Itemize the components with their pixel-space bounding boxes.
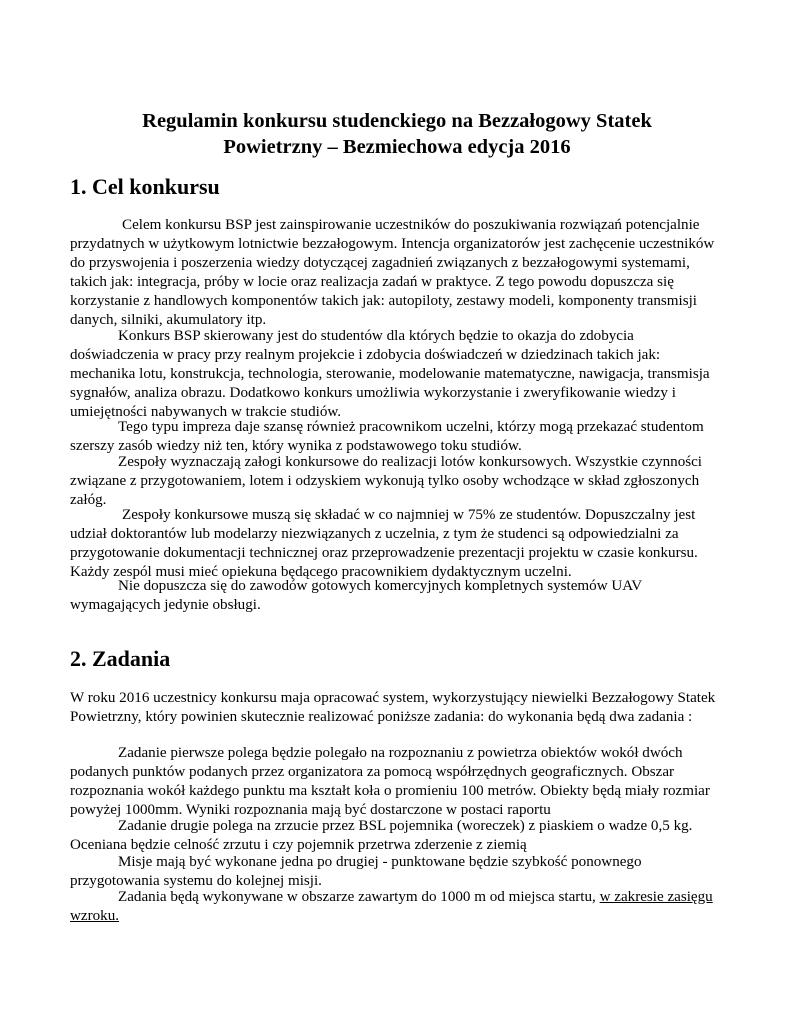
section1-paragraph-2: Konkurs BSP skierowany jest do studentów dla których będzie to okazja do zdobycia doświadczenia w pracy przy realnym projekcie i zdobycia doświadczeń w dziedzinach takich jak: mechanika lotu, konstrukcja, technologia, sterowanie, modelowanie matematyczne, nawigacja, transmisja sygnałów, analiza obrazu. Dodatkowo konkurs umożliwia wykorzystanie i zweryfikowanie wiedzy i umiejętności nabywanych w trakcie studiów.	[70, 328, 710, 420]
section2-paragraph-2: Zadanie pierwsze polega będzie polegało na rozpoznaniu z powietrza obiektów wokół dwóch podanych punktów podanych przez organizatora za pomocą współrzędnych geograficznych. Obszar rozpoznania wokół każdego punktu ma kształt koła o promieniu 100 metrów. Obiekty będą miały rozmiar powyżej 1000mm. Wyniki rozpoznania mają być dostarczone w postaci raportu	[70, 745, 710, 818]
document-title	[70, 108, 724, 160]
section2-paragraph-5	[70, 888, 724, 926]
title-line-1: Regulamin konkursu studenckiego na Bezzałogowy Statek	[142, 110, 652, 132]
underlined-phrase: w zakresie zasięgu wzroku.	[70, 889, 713, 924]
title-line-2: Powietrzny – Bezmiechowa edycja 2016	[223, 136, 571, 158]
section2-paragraph-3: Zadanie drugie polega na zrzucie przez BSL pojemnika (woreczek) z piaskiem o wadze 0,5 kg. Oceniana będzie celność zrzutu i czy pojemnik przetrwa zderzenie z ziemią	[70, 818, 693, 853]
section2-paragraph-1: W roku 2016 uczestnicy konkursu maja opracować system, wykorzystujący niewielki Bezzałogowy Statek Powietrzny, który powinien skutecznie realizować poniższe zadania: do wykonania będą dwa zadania :	[70, 690, 716, 725]
section1-paragraph-4: Zespoły wyznaczają załogi konkursowe do realizacji lotów konkursowych. Wszystkie czynności związane z przygotowaniem, lotem i odzyskiem wykonują tylko osoby wchodzące w skład zgłoszonych załóg.	[70, 454, 703, 508]
section-heading-cel-konkursu: 1. Cel konkursu	[70, 174, 220, 199]
section1-paragraph-3: Tego typu impreza daje szansę również pracownikom uczelni, którzy mogą przekazać studentom szerszy zasób wiedzy niż ten, który wynika z podstawowego toku studiów.	[70, 419, 704, 454]
section1-paragraph-5: Zespoły konkursowe muszą się składać w co najmniej w 75% ze studentów. Dopuszczalny jest udział doktorantów lub modelarzy niezwiązanych z uczelnia, z tym że studenci są odpowiedzialni za przygotowanie dokumentacji technicznej oraz przeprowadzenie prezentacji projektu w czasie konkursu. Każdy zespól musi mieć opiekuna będącego pracownikiem dydaktycznym uczelni.	[70, 507, 698, 580]
section-heading-zadania: 2. Zadania	[70, 646, 171, 671]
section1-paragraph-1: Celem konkursu BSP jest zainspirowanie uczestników do poszukiwania rozwiązań potencjalnie przydatnych w użytkowym lotnictwie bezzałogowym. Intencja organizatorów jest zachęcenie uczestników do przyswojenia i poszerzenia wiedzy dotyczącej zagadnień związanych z bezzałogowymi systemami, takich jak: integracja, próby w locie oraz realizacja zadań w praktyce. Z tego powodu dopuszcza się korzystanie z handlowych komponentów takich jak: autopiloty, zestawy modeli, komponenty transmisji danych, silniki, akumulatory itp.	[70, 217, 715, 328]
section1-paragraph-6: Nie dopuszcza się do zawodów gotowych komercyjnych kompletnych systemów UAV wymagających jedynie obsługi.	[70, 578, 642, 613]
section2-paragraph-5-text: Zadania będą wykonywane w obszarze zawartym do 1000 m od miejsca startu,	[118, 889, 600, 905]
section2-paragraph-4: Misje mają być wykonane jedna po drugiej - punktowane będzie szybkość ponownego przygotowania systemu do kolejnej misji.	[70, 854, 642, 889]
